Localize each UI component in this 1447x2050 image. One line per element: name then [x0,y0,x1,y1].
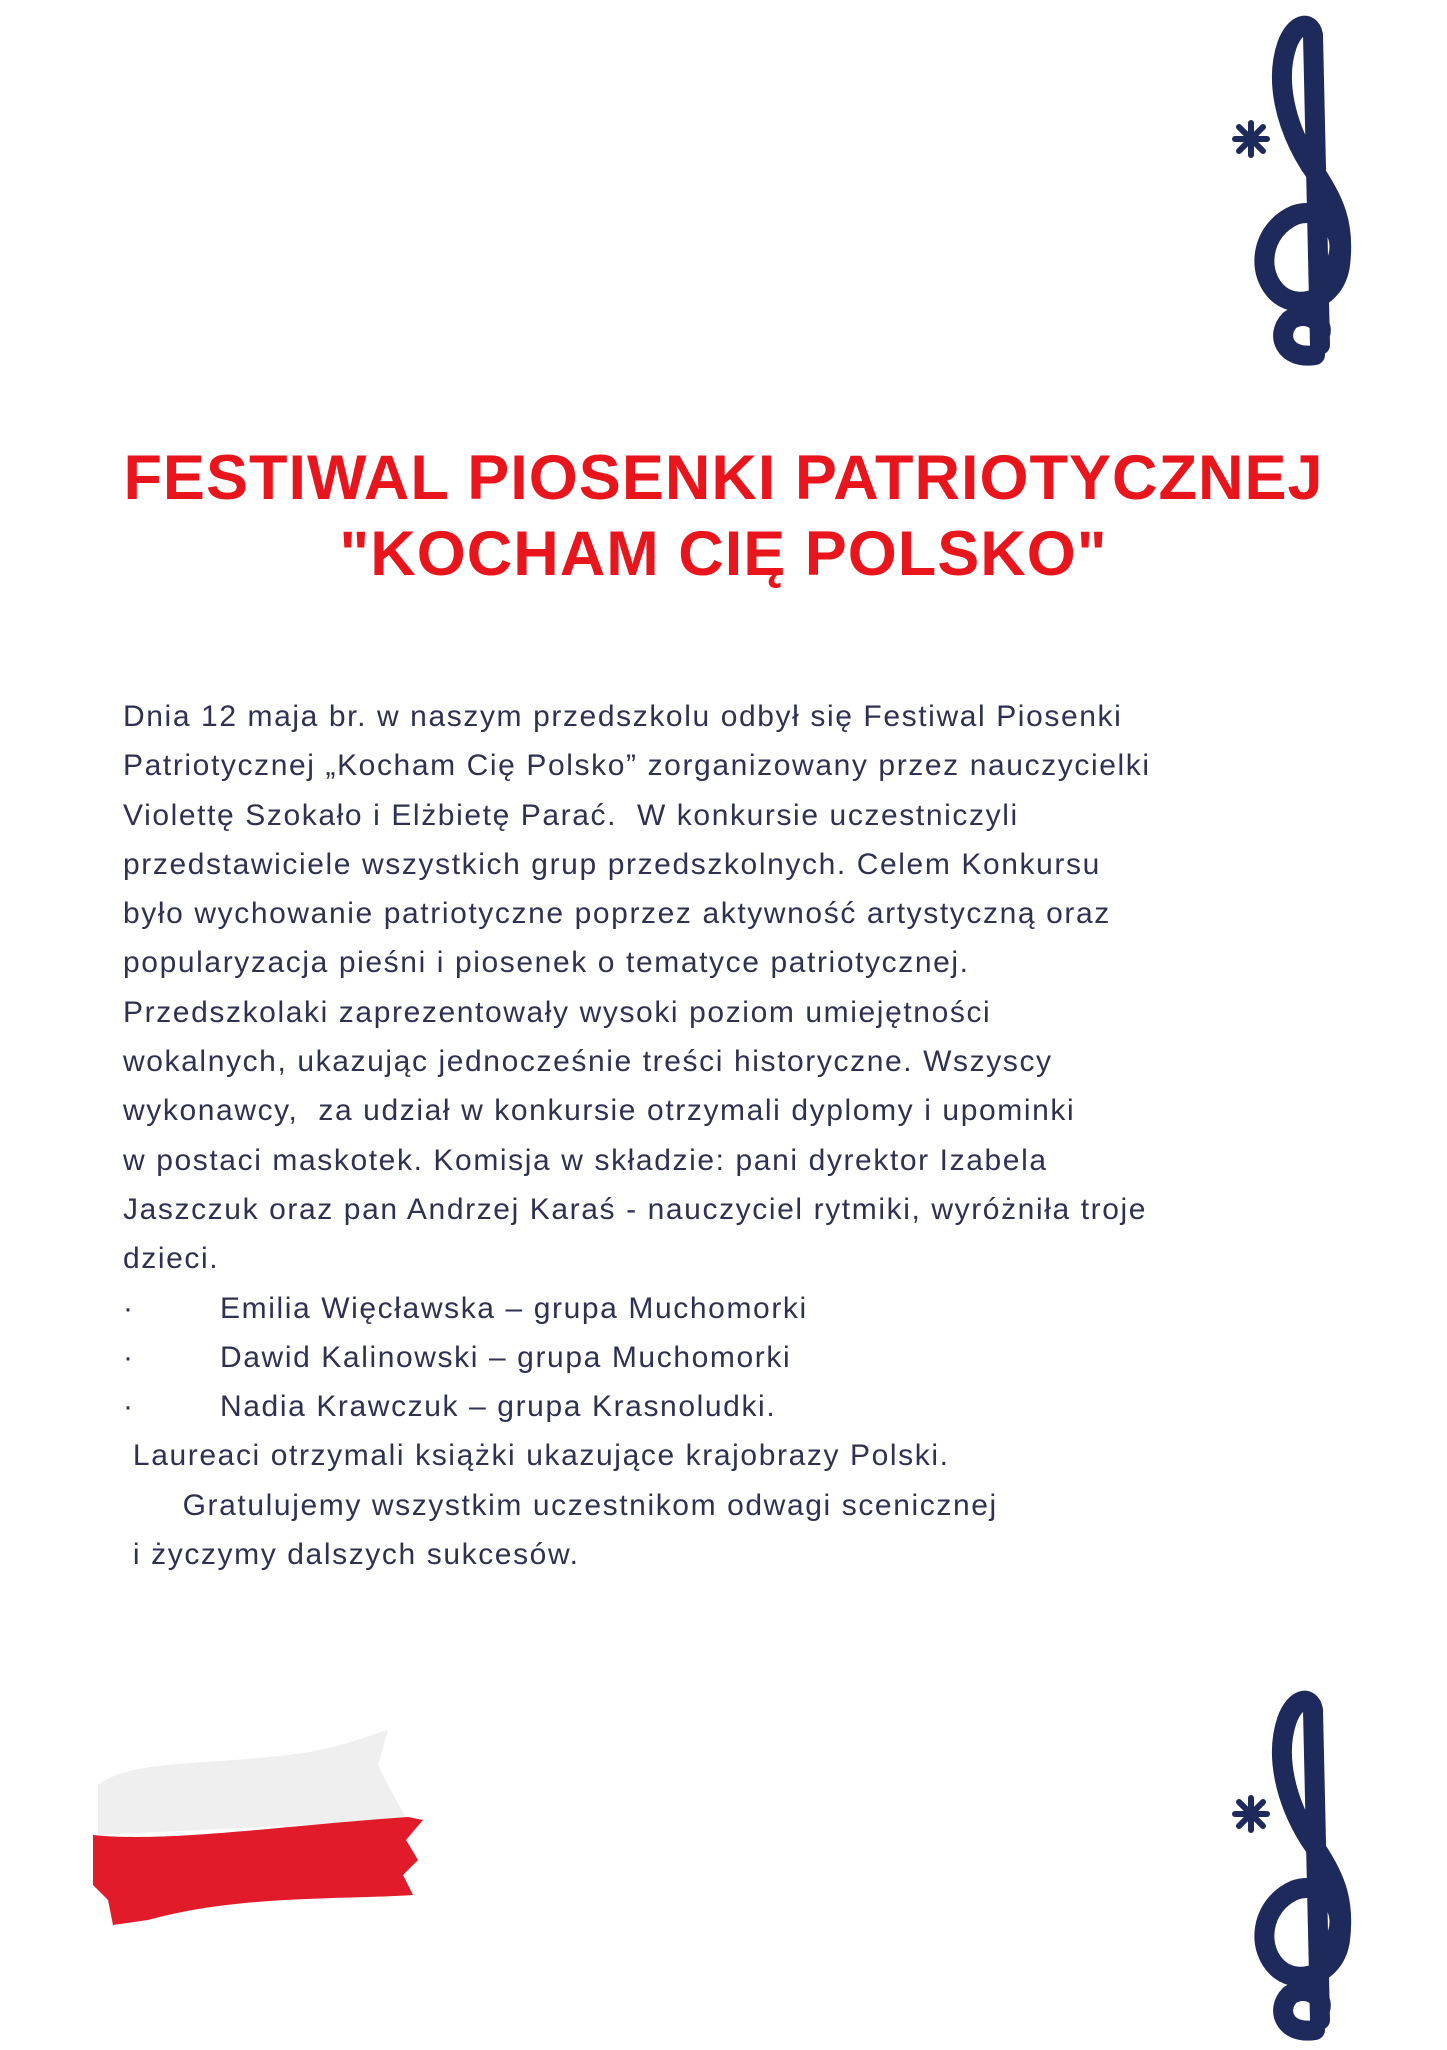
paragraph-line: przedstawiciele wszystkich grup przedszkolnych. Celem Konkursu [123,847,1101,881]
bullet: · [123,1340,135,1374]
paragraph-line: w postaci maskotek. Komisja w składzie: pani dyrektor Izabela [123,1143,1048,1177]
closing-line: Gratulujemy wszystkim uczestnikom odwagi scenicznej [123,1488,998,1522]
treble-clef-icon-bottom [1215,1690,1390,2050]
closing-line: i życzymy dalszych sukcesów. [123,1538,580,1572]
paragraph-line: wykonawcy, za udział w konkursie otrzymali dyplomy i upominki [123,1094,1076,1128]
bullet: · [123,1291,135,1325]
paragraph-line: było wychowanie patriotyczne poprzez aktywność artystyczną oraz [123,897,1111,931]
page-title-line-1: FESTIWAL PIOSENKI PATRIOTYCZNEJ [123,443,1324,513]
page-title-line-2: "KOCHAM CIĘ POLSKO" [339,519,1108,589]
closing-line: Laureaci otrzymali książki ukazujące krajobrazy Polski. [123,1439,950,1473]
winner-list-item [123,1333,1151,1382]
bullet: · [123,1390,135,1424]
treble-clef-icon-top [1215,15,1390,375]
paragraph-line: dzieci. [123,1242,220,1276]
paragraph-line: Przedszkolaki zaprezentowały wysoki poziom umiejętności [123,995,992,1029]
winner-name: Nadia Krawczuk – grupa Krasnoludki. [220,1390,777,1424]
winner-list-item [123,1382,1151,1431]
winner-name: Dawid Kalinowski – grupa Muchomorki [220,1340,792,1374]
paragraph-line: Jaszczuk oraz pan Andrzej Karaś - nauczyciel rytmiki, wyróżniła troje [123,1192,1148,1226]
paragraph-line: Dnia 12 maja br. w naszym przedszkolu odbył się Festiwal Piosenki [123,700,1123,733]
paragraph-line: Patriotycznej „Kocham Cię Polsko” zorganizowany przez nauczycielki [123,749,1151,783]
paragraph-line: Violettę Szokało i Elżbietę Parać. W konkursie uczestniczyli [123,798,1019,832]
paragraph-line: wokalnych, ukazując jednocześnie treści historyczne. Wszyscy [123,1045,1053,1079]
article-body [123,692,1151,1579]
winner-list-item [123,1284,1151,1333]
winner-name: Emilia Więcławska – grupa Muchomorki [220,1291,808,1325]
polish-flag-icon [88,1725,428,1935]
paragraph-line: popularyzacja pieśni i piosenek o tematyce patriotycznej. [123,946,970,980]
